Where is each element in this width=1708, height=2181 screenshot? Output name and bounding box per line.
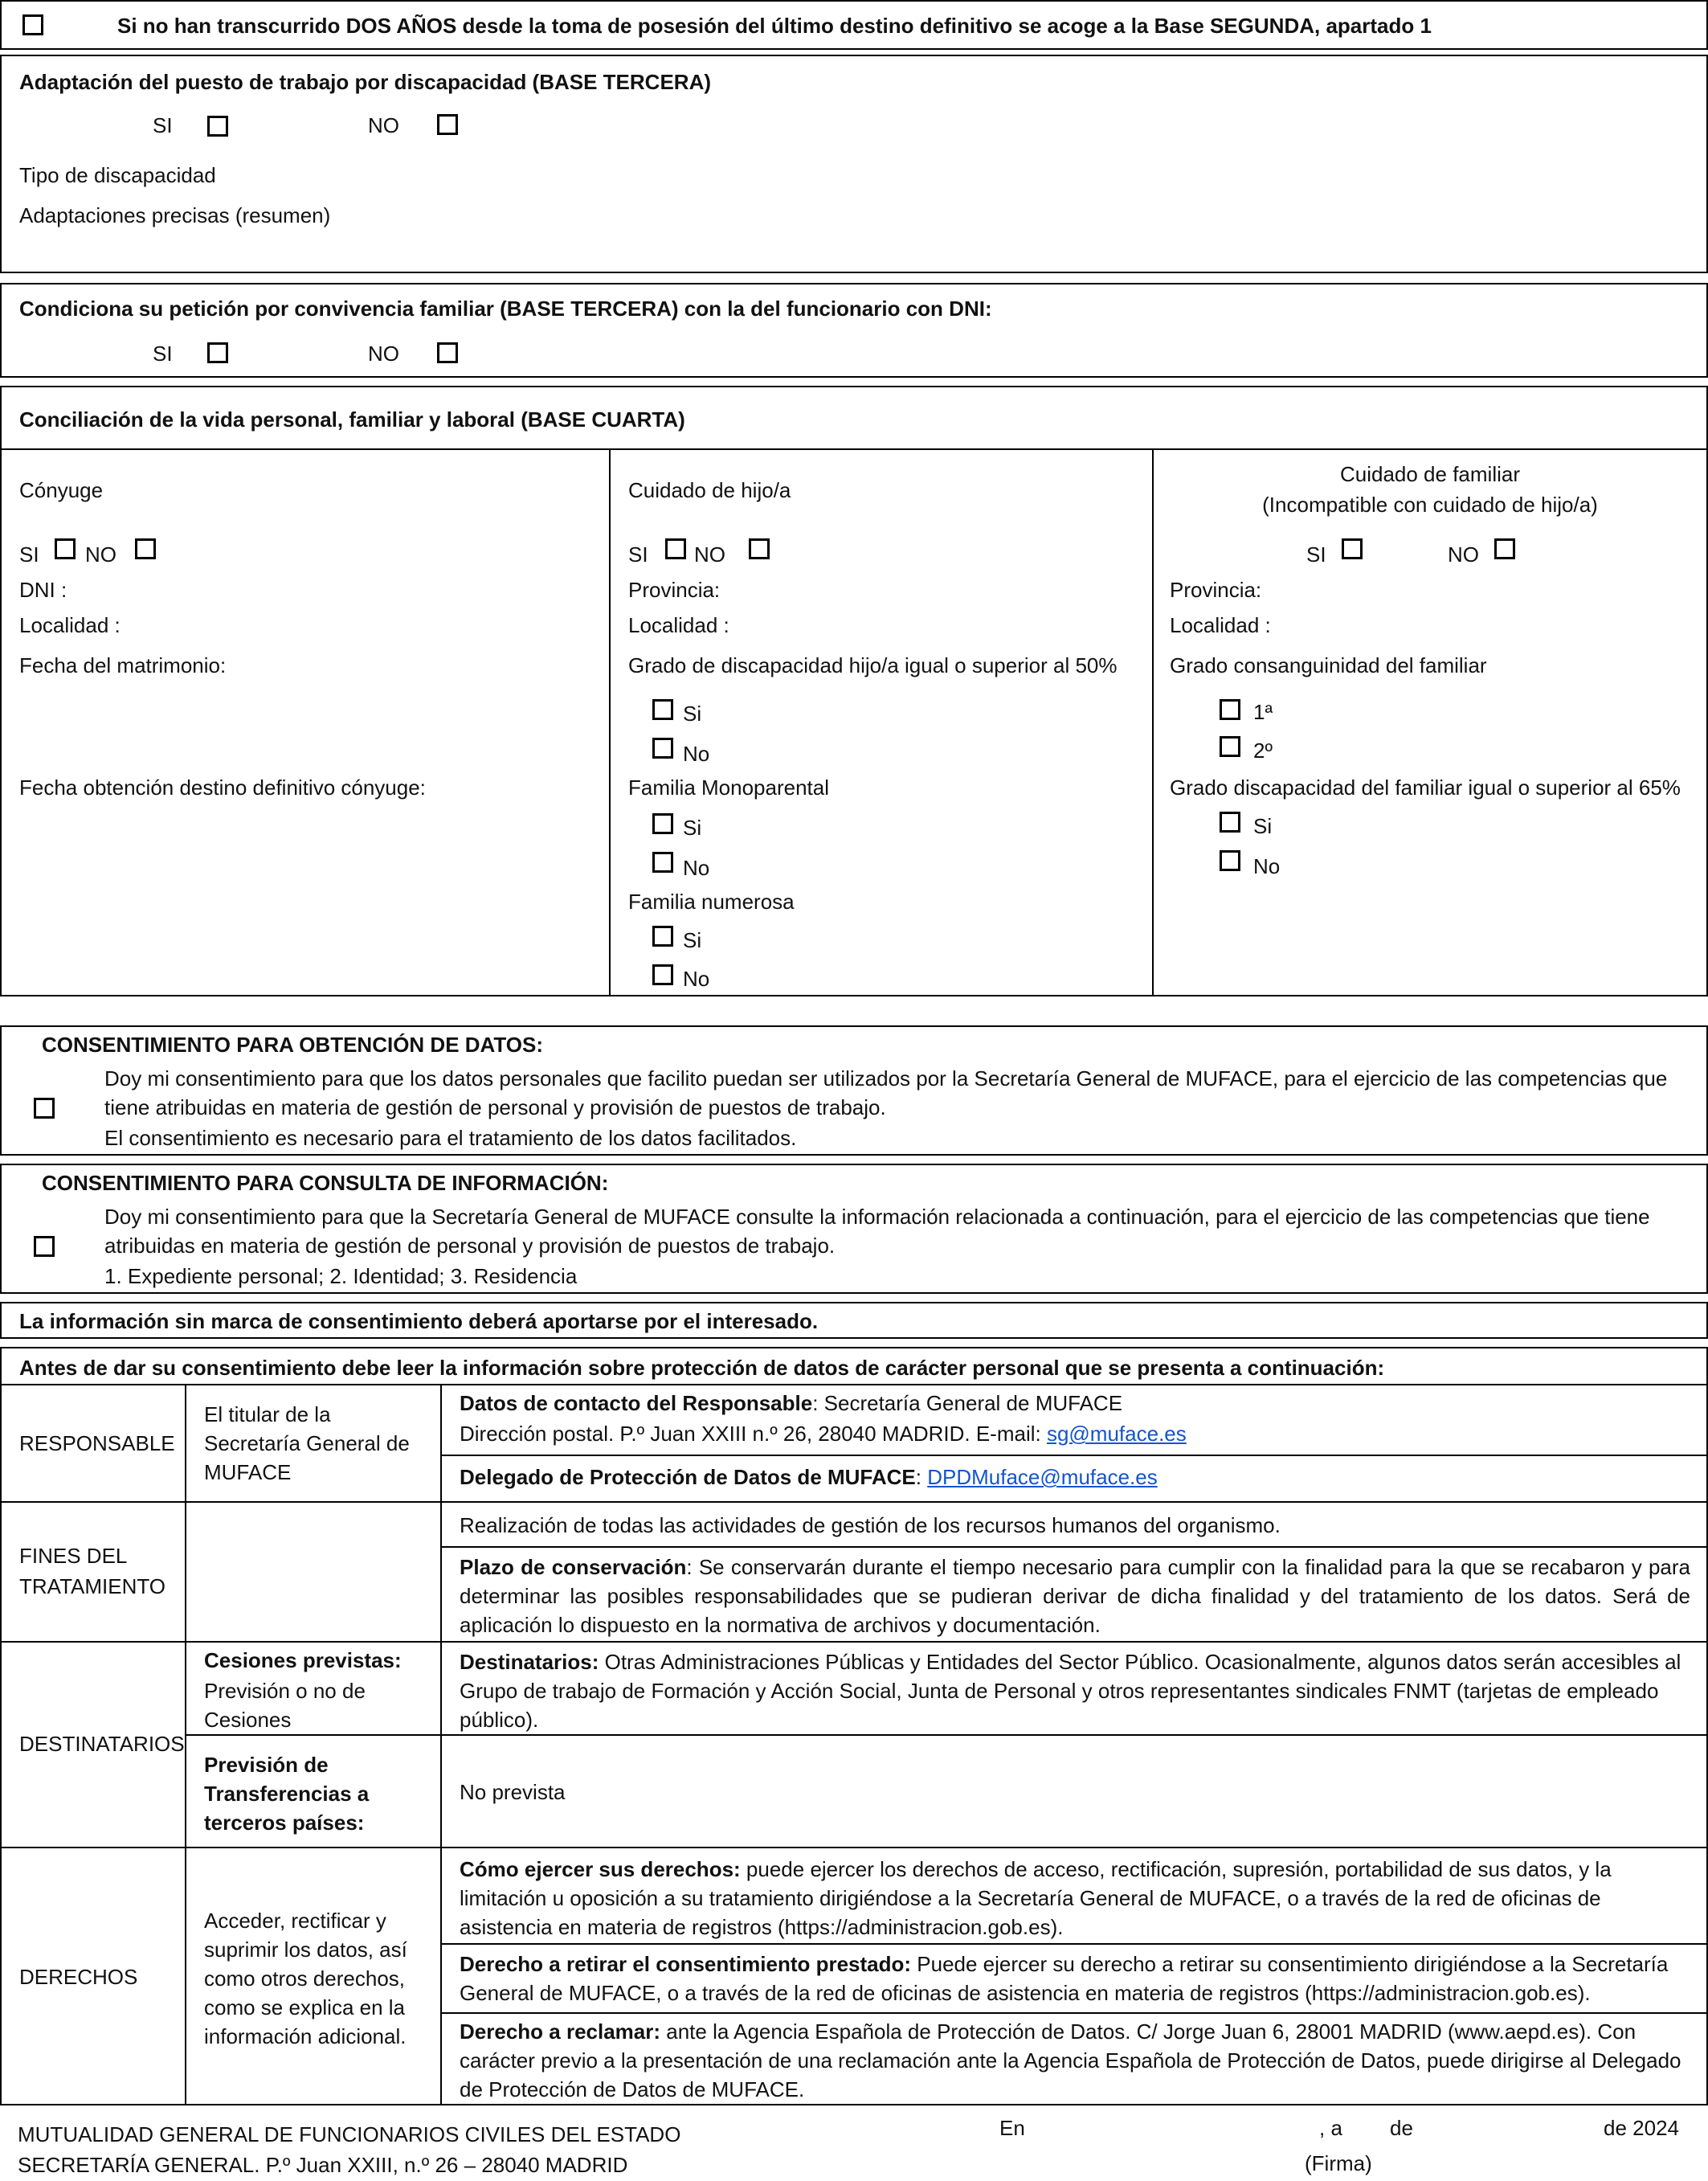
ejercer-text: puede ejercer los derechos de acceso, rectificación, supresión, portabilidad de sus datos, y la limitación u oposición a su tratamiento dirigiéndose a la Secretaría General de MUFACE, o a través de la red de oficinas de asistencia en materia de registros (https://administracion.gob.es). — [460, 1857, 1612, 1939]
monoparental-no-label: No — [683, 856, 710, 880]
checkbox-consanguinidad-1[interactable] — [1220, 699, 1240, 720]
proteccion-header: Antes de dar su consentimiento debe leer la información sobre protección de datos de carácter personal que se presenta a continuación: — [19, 1356, 1385, 1380]
consanguinidad-1-label: 1ª — [1253, 700, 1273, 724]
retirar-text: Puede ejercer su derecho a retirar su consentimiento dirigiéndose a la Secretaría General de MUFACE, o a través de la red de oficinas de asistencia en materia de registros (https://administracion.gob.es). — [460, 1952, 1669, 2005]
cesiones-text: Previsión o no de Cesiones — [204, 1679, 366, 1732]
col-divider-1 — [609, 448, 611, 995]
numerosa-no-label: No — [683, 967, 710, 991]
checkbox-conyuge-si[interactable] — [55, 538, 76, 559]
checkbox-familiar-no[interactable] — [1494, 538, 1515, 559]
hijo-no-label: NO — [694, 542, 725, 567]
conyuge-no-label: NO — [85, 542, 116, 567]
derechos-reclamar — [460, 2017, 1690, 2104]
hijo-grado-label: Grado de discapacidad hijo/a igual o superior al 50% — [628, 653, 1118, 677]
retirar-bold: Derecho a retirar el consentimiento prestado: — [460, 1952, 912, 1976]
destinatarios-text — [460, 1647, 1690, 1734]
consent-obtencion-line3: El consentimiento es necesario para el tratamiento de los datos facilitados. — [104, 1126, 797, 1150]
footer-a: , a — [1319, 2116, 1342, 2140]
checkbox-monoparental-si[interactable] — [652, 813, 673, 834]
convivencia-section — [0, 283, 1708, 378]
sub-divider-der-2 — [442, 2012, 1706, 2014]
delegado-sep: : — [915, 1465, 928, 1489]
top-notice-box — [0, 0, 1708, 50]
footer-org-line1: MUTUALIDAD GENERAL DE FUNCIONARIOS CIVILES DEL ESTADO — [18, 2122, 681, 2146]
derechos-mid: Acceder, rectificar y suprimir los datos, así como otros derechos, como se explica en la información adicional. — [204, 1909, 407, 2048]
derechos-label: DERECHOS — [19, 1965, 138, 1989]
fines-realizacion: Realización de todas las actividades de gestión de los recursos humanos del organismo. — [460, 1513, 1281, 1537]
contacto-bold: Datos de contacto del Responsable — [460, 1391, 813, 1415]
familiar-title: Cuidado de familiar — [1339, 462, 1520, 486]
consent-consulta-line3: 1. Expediente personal; 2. Identidad; 3. Residencia — [104, 1264, 578, 1288]
checkbox-hijo-grado-si[interactable] — [652, 699, 673, 720]
hijo-grado-no-label: No — [683, 742, 710, 766]
consent-consulta-line1: Doy mi consentimiento para que la Secretaría General de MUFACE consulte la información relacionada a continuación, para el ejercicio de las competencias que tiene — [104, 1205, 1650, 1229]
familiar-provincia-label: Provincia: — [1170, 578, 1262, 602]
checkbox-adaptacion-si[interactable] — [207, 116, 228, 137]
fecha-matrimonio-label: Fecha del matrimonio: — [19, 653, 227, 677]
col-divider-b — [440, 1384, 442, 2104]
hijo-title: Cuidado de hijo/a — [628, 478, 791, 502]
checkbox-familiar-si[interactable] — [1342, 538, 1363, 559]
checkbox-numerosa-no[interactable] — [652, 964, 673, 985]
col-divider-2 — [1152, 448, 1154, 995]
dpd-email-link[interactable]: DPDMuface@muface.es — [927, 1465, 1158, 1489]
consent-consulta-line2: atribuidas en materia de gestión de personal y provisión de puestos de trabajo. — [104, 1234, 836, 1258]
hijo-si-label: SI — [628, 542, 648, 567]
reclamar-text: ante la Agencia Española de Protección de Datos. C/ Jorge Juan 6, 28001 MADRID (www.aepd.es). Con carácter previo a la presentación de una reclamación ante la Agencia Española de Protección de Datos, puede dirigirse al Delegado de Protección de Datos de MUFACE. — [460, 2019, 1681, 2101]
familiar-disc-no-label: No — [1253, 854, 1281, 878]
fines-label-2: TRATAMIENTO — [19, 1574, 165, 1598]
checkbox-numerosa-si[interactable] — [652, 926, 673, 947]
familiar-subtitle: (Incompatible con cuidado de hijo/a) — [1262, 493, 1598, 517]
checkbox-consanguinidad-2[interactable] — [1220, 736, 1240, 757]
consent-obtencion-line1: Doy mi consentimiento para que los datos personales que facilito puedan ser utilizados por la Secretaría General de MUFACE, para el ejercicio de las competencias que — [104, 1066, 1668, 1090]
checkbox-hijo-no[interactable] — [749, 538, 770, 559]
convivencia-si-label: SI — [153, 342, 173, 366]
checkbox-convivencia-si[interactable] — [207, 342, 228, 363]
adaptacion-title: Adaptación del puesto de trabajo por discapacidad (BASE TERCERA) — [19, 70, 712, 94]
plazo-bold: Plazo de conservación — [460, 1555, 687, 1579]
adaptacion-no-label: NO — [368, 113, 399, 137]
sin-marca-box — [0, 1302, 1708, 1339]
consent-obtencion-box — [0, 1025, 1708, 1156]
familiar-localidad-label: Localidad : — [1170, 613, 1271, 637]
destinatarios-label: DESTINATARIOS — [19, 1732, 185, 1756]
footer-firma: (Firma) — [1305, 2151, 1372, 2175]
transferencias-text: No prevista — [460, 1780, 566, 1804]
cesiones-title: Cesiones previstas: — [204, 1648, 402, 1672]
consanguinidad-2-label: 2º — [1253, 739, 1273, 763]
proteccion-datos-table — [0, 1347, 1708, 2105]
footer-en: En — [999, 2116, 1025, 2140]
checkbox-hijo-si[interactable] — [665, 538, 686, 559]
checkbox-consent-consulta[interactable] — [34, 1236, 55, 1257]
checkbox-hijo-grado-no[interactable] — [652, 738, 673, 759]
consent-consulta-box — [0, 1164, 1708, 1294]
convivencia-title: Condiciona su petición por convivencia familiar (BASE TERCERA) con la del funcionario con DNI: — [19, 297, 992, 321]
consent-consulta-title: CONSENTIMIENTO PARA CONSULTA DE INFORMACIÓN: — [42, 1171, 609, 1195]
familiar-no-label: NO — [1448, 542, 1479, 567]
checkbox-top-notice[interactable] — [22, 14, 43, 35]
checkbox-adaptacion-no[interactable] — [437, 114, 458, 135]
monoparental-si-label: Si — [683, 816, 702, 840]
footer-de-year: de 2024 — [1604, 2116, 1679, 2140]
col-divider-a — [185, 1384, 186, 2104]
transferencias-title: Previsión de Transferencias a terceros países: — [204, 1753, 370, 1835]
plazo-text: : Se conservarán durante el tiempo necesario para cumplir con la finalidad para la que se recabaron y para determinar las posibles responsabilidades que se pudieran derivar de dicha finalidad y del tratamiento de los datos. Será de aplicación lo dispuesto en la normativa de archivos y documentación. — [460, 1555, 1690, 1637]
direccion-text: Dirección postal. P.º Juan XXIII n.º 26, 28040 MADRID. E-mail: — [460, 1422, 1047, 1446]
grado-discapacidad-familiar-label: Grado discapacidad del familiar igual o superior al 65% — [1170, 775, 1681, 800]
adaptaciones-label: Adaptaciones precisas (resumen) — [19, 203, 331, 227]
sin-marca-text: La información sin marca de consentimiento deberá aportarse por el interesado. — [19, 1309, 819, 1333]
checkbox-consent-obtencion[interactable] — [34, 1098, 55, 1119]
adaptacion-si-label: SI — [153, 113, 173, 137]
responsable-label: RESPONSABLE — [19, 1431, 175, 1455]
familiar-disc-si-label: Si — [1253, 814, 1273, 838]
conyuge-localidad-label: Localidad : — [19, 613, 121, 637]
checkbox-familiar-disc-no[interactable] — [1220, 850, 1240, 871]
footer-org-line2: SECRETARÍA GENERAL. P.º Juan XXIII, n.º 26 – 28040 MADRID — [18, 2153, 628, 2177]
email-link[interactable]: sg@muface.es — [1046, 1422, 1187, 1446]
fines-label-1: FINES DEL — [19, 1544, 128, 1568]
responsable-direccion — [460, 1421, 1187, 1447]
checkbox-convivencia-no[interactable] — [437, 342, 458, 363]
reclamar-bold: Derecho a reclamar: — [460, 2019, 661, 2044]
responsable-mid: El titular de la Secretaría General de MUFACE — [204, 1402, 410, 1484]
row-divider-2 — [2, 1641, 1706, 1643]
contacto-text: : Secretaría General de MUFACE — [812, 1391, 1123, 1415]
dest-text: Otras Administraciones Públicas y Entidades del Sector Público. Ocasionalmente, algunos datos serán accesibles al Grupo de trabajo de Formación y Acción Social, Junta de Personal y otros representantes sindicales FNMT (tarjetas de empleado público). — [460, 1650, 1681, 1732]
numerosa-label: Familia numerosa — [628, 890, 795, 914]
adaptacion-section — [0, 55, 1708, 273]
fines-plazo — [460, 1553, 1690, 1639]
convivencia-no-label: NO — [368, 342, 399, 366]
hijo-grado-si-label: Si — [683, 702, 702, 726]
dest-bold: Destinatarios: — [460, 1650, 599, 1674]
conyuge-dni-label: DNI : — [19, 578, 67, 602]
sub-divider-der-1 — [442, 1943, 1706, 1945]
conyuge-si-label: SI — [19, 542, 39, 567]
responsable-contacto — [460, 1390, 1122, 1417]
checkbox-familiar-disc-si[interactable] — [1220, 812, 1240, 833]
sub-divider-fines — [442, 1546, 1706, 1548]
hijo-localidad-label: Localidad : — [628, 613, 729, 637]
top-notice-text: Si no han transcurrido DOS AÑOS desde la toma de posesión del último destino definitivo se acoge a la Base SEGUNDA, apartado 1 — [117, 14, 1432, 38]
delegado-bold: Delegado de Protección de Datos de MUFACE — [460, 1465, 916, 1489]
checkbox-conyuge-no[interactable] — [135, 538, 156, 559]
row-divider-1 — [2, 1501, 1706, 1503]
familiar-si-label: SI — [1306, 542, 1326, 567]
footer-de: de — [1390, 2116, 1413, 2140]
conyuge-title: Cónyuge — [19, 478, 104, 502]
numerosa-si-label: Si — [683, 928, 702, 952]
derechos-retirar — [460, 1950, 1690, 2007]
hijo-provincia-label: Provincia: — [628, 578, 721, 602]
row-divider-3 — [2, 1847, 1706, 1848]
grado-consanguinidad-label: Grado consanguinidad del familiar — [1170, 653, 1487, 677]
sub-divider-resp — [442, 1455, 1706, 1456]
fecha-destino-conyuge-label: Fecha obtención destino definitivo cónyuge: — [19, 775, 426, 800]
conciliacion-section — [0, 386, 1708, 996]
monoparental-label: Familia Monoparental — [628, 775, 830, 800]
tipo-discapacidad-label: Tipo de discapacidad — [19, 163, 216, 187]
derechos-ejercer — [460, 1855, 1690, 1942]
conciliacion-title: Conciliación de la vida personal, familiar y laboral (BASE CUARTA) — [19, 407, 685, 432]
header-divider — [2, 1384, 1706, 1385]
conciliacion-divider — [2, 448, 1706, 450]
consent-obtencion-line2: tiene atribuidas en materia de gestión de personal y provisión de puestos de trabajo. — [104, 1095, 886, 1119]
delegado-line — [460, 1464, 1158, 1491]
ejercer-bold: Cómo ejercer sus derechos: — [460, 1857, 741, 1881]
checkbox-monoparental-no[interactable] — [652, 852, 673, 873]
consent-obtencion-title: CONSENTIMIENTO PARA OBTENCIÓN DE DATOS: — [42, 1033, 544, 1057]
sub-divider-dest — [185, 1734, 1706, 1736]
